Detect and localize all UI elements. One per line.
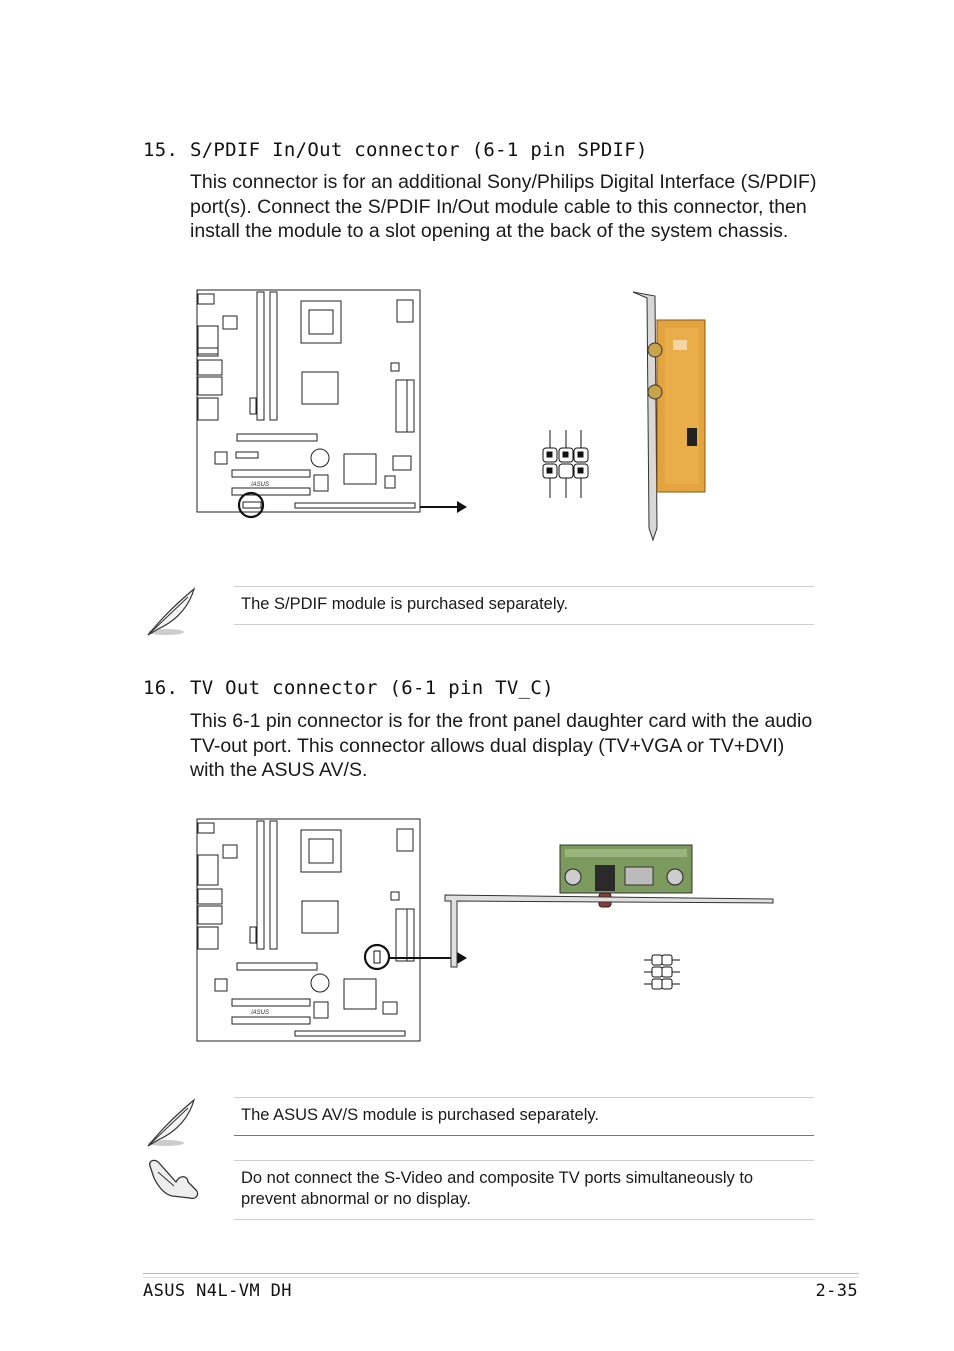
hand-caution-icon — [144, 1156, 202, 1202]
tv-header-highlight — [365, 945, 389, 969]
feather-note-icon-2 — [144, 1096, 200, 1150]
section-15-body: This connector is for an additional Sony/Philips Digital Interface (S/PDIF) port(s). Connect the S/PDIF In/Out module cable to this connector, then install the module to a slot opening at the back of the system chassis. — [190, 171, 817, 242]
section-16-body: This 6-1 pin connector is for the front panel daughter card with the audio TV-out port. This connector allows dual display (TV+VGA or TV+DVI) with the ASUS AV/S. — [190, 710, 813, 781]
note-1-text: The S/PDIF module is purchased separately. — [241, 595, 569, 613]
spdif-bracket-module — [633, 292, 705, 540]
motherboard-layout-2 — [197, 819, 420, 1041]
tv-pin-header — [644, 955, 680, 989]
motherboard-layout — [197, 290, 420, 512]
spdif-arrow-icon — [457, 501, 467, 513]
tv-arrow-icon — [457, 952, 467, 964]
spdif-pin-header — [543, 430, 588, 498]
footer-rule — [143, 1273, 859, 1278]
spdif-diagram — [195, 288, 795, 548]
section-15-heading: 15. S/PDIF In/Out connector (6-1 pin SPDIF) — [143, 139, 648, 161]
section-16-heading: 16. TV Out connector (6-1 pin TV_C) — [143, 677, 554, 699]
tv-out-diagram — [195, 817, 795, 1047]
note-2-text: The ASUS AV/S module is purchased separately. — [241, 1106, 599, 1124]
feather-note-icon — [144, 585, 200, 639]
board-logo: /ASUS — [251, 482, 270, 488]
note-3-text: Do not connect the S-Video and composite TV ports simultaneously to prevent abnormal or no display. — [241, 1169, 754, 1208]
avs-module-card — [445, 845, 773, 967]
board-logo-2: /ASUS — [251, 1010, 270, 1016]
footer-product-name: ASUS N4L-VM DH — [143, 1281, 292, 1301]
footer-page-number: 2-35 — [815, 1281, 858, 1301]
